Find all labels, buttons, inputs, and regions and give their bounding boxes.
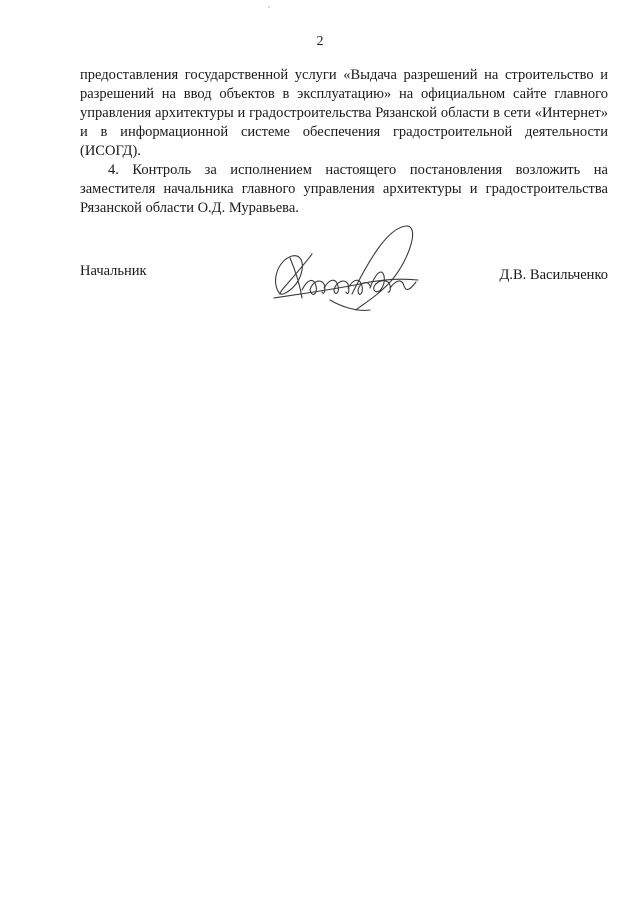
scan-artifact <box>268 6 270 8</box>
page-number: 2 <box>316 34 324 49</box>
signatory-title: Начальник <box>80 263 147 279</box>
paragraph-continuation: предоставления государственной услуги «Выдача разрешений на строительство и разрешений на ввод объектов в эксплуатацию» на официальном сайте главного управления архитектуры и градостроительства Рязанской области в сети «Интернет» и в информационной системе обеспечения градостроительной деятельности (ИСОГД). <box>80 67 608 159</box>
signatory-name: Д.В. Васильченко <box>499 267 608 283</box>
signature-block <box>80 258 608 318</box>
paragraph-item-4: 4. Контроль за исполнением настоящего постановления возложить на заместителя начальника главного управления архитектуры и градостроительства Рязанской области О.Д. Муравьева. <box>80 162 608 216</box>
document-body <box>80 66 608 218</box>
handwritten-signature <box>260 198 440 318</box>
